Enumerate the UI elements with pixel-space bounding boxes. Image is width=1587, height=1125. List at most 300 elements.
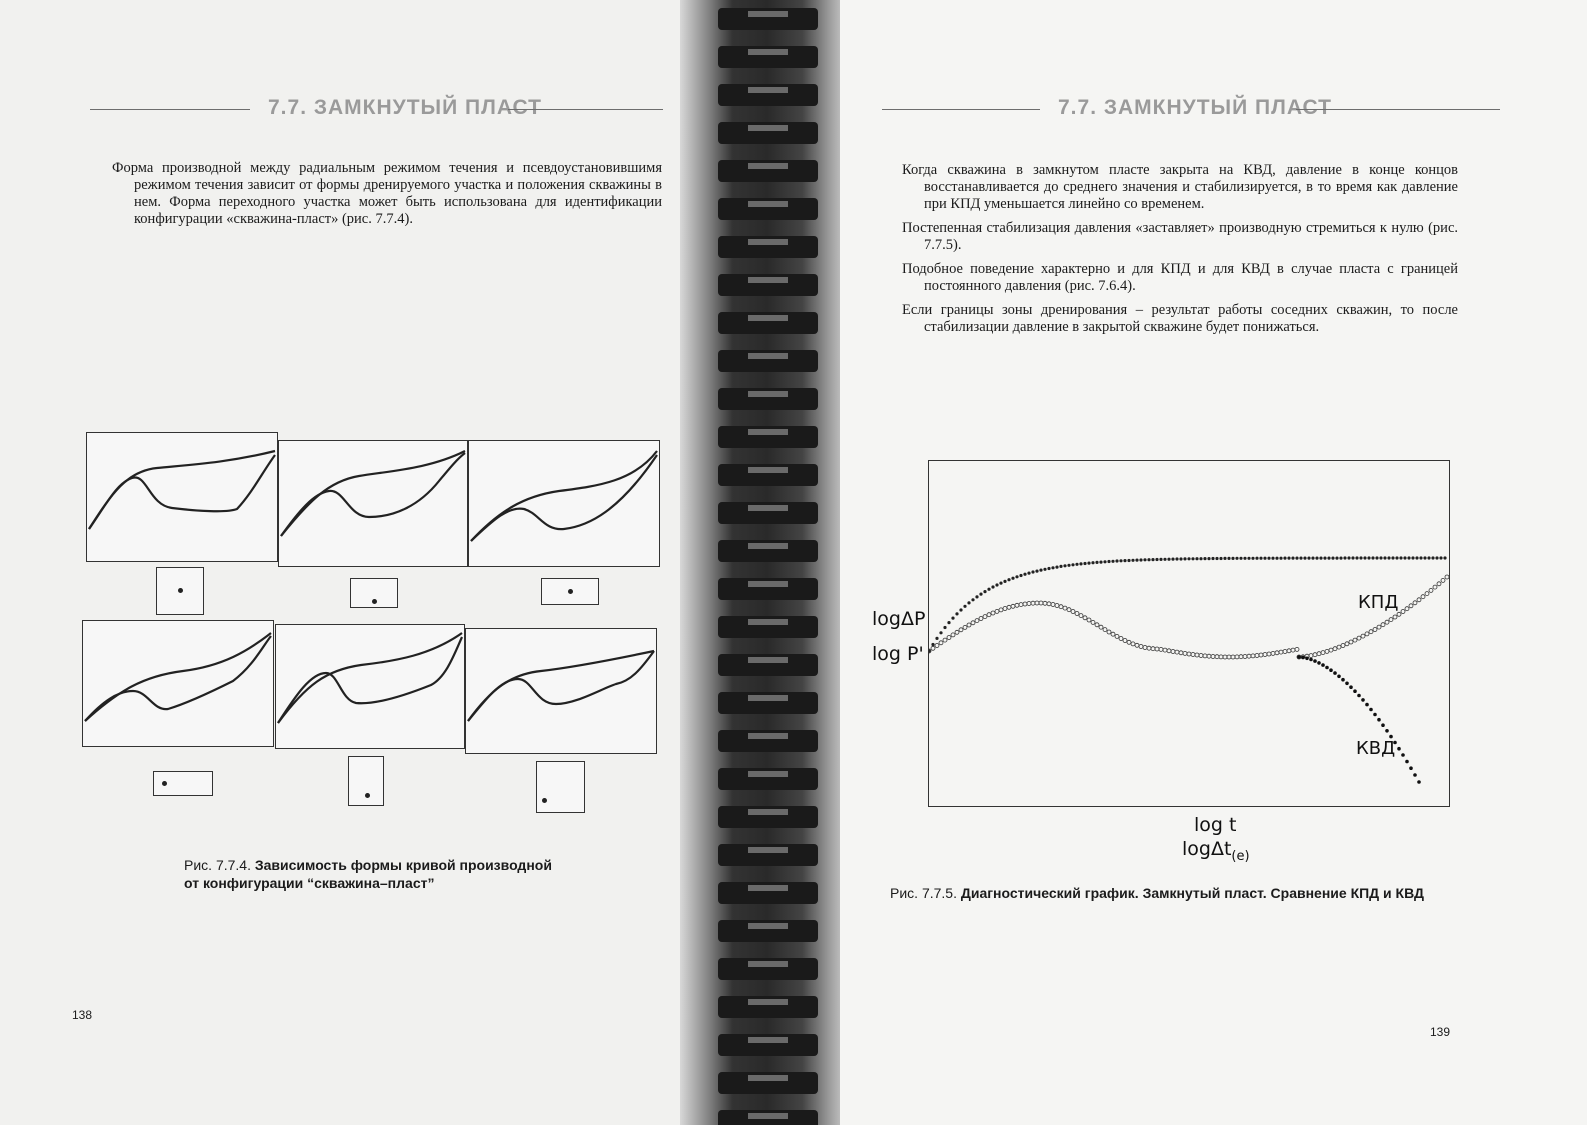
right-page-header [882,96,1502,126]
curve-point [1313,659,1317,663]
curve-point [1167,558,1170,561]
curve-point [1279,557,1282,560]
well-dot [568,589,573,594]
coil-highlight [748,809,788,815]
curve-point [1087,562,1090,565]
curve-point [1349,685,1353,689]
curve-point [987,613,991,617]
curve-point [1075,612,1079,616]
curve-point [1369,630,1373,634]
curve-point [1325,666,1329,670]
curve-point [1329,668,1333,672]
curve-point [1043,568,1046,571]
curve-point [1055,566,1058,569]
x-axis-label-main: logΔt [1182,838,1232,860]
curve-point [1135,559,1138,562]
drawdown-derivative-curve [1297,575,1449,659]
curve-point [1331,557,1334,560]
curve-point [1167,649,1171,653]
curve-point [1227,655,1231,659]
curve-point [1095,561,1098,564]
curve-point [1239,557,1242,560]
curve-point [1107,630,1111,634]
curve-point [931,646,935,650]
curve-point [1171,558,1174,561]
curve-point [1339,557,1342,560]
curve-point [1115,634,1119,638]
curve-point [1397,747,1401,751]
curve-point [1323,557,1326,560]
curve-point [1099,625,1103,629]
curve-point [1427,556,1430,559]
curve-point [1083,562,1086,565]
coil-highlight [748,315,788,321]
coil-highlight [748,543,788,549]
curve-point [1047,602,1051,606]
curve-point [951,617,954,620]
curve-point [1195,557,1198,560]
curve-point [939,631,942,634]
curve-point [1071,563,1074,566]
curve-point [1151,558,1154,561]
curve-point [1271,557,1274,560]
curve-point [1417,598,1421,602]
curve-point [1155,558,1158,561]
coil-highlight [748,391,788,397]
curve-point [1357,694,1361,698]
curve-point [1255,557,1258,560]
reservoir-diagram [348,756,384,806]
curve-point [1271,651,1275,655]
curve-point [1159,647,1163,651]
coil-highlight [748,277,788,283]
curve-point [1019,603,1023,607]
curve-label-drawdown: КПД [1358,592,1399,613]
curve-point [983,615,987,619]
curve-point [979,593,982,596]
curve-point [1079,614,1083,618]
coil-highlight [748,657,788,663]
curve-point [1413,773,1417,777]
curve-point [1147,558,1150,561]
coil-highlight [748,49,788,55]
curve-point [1377,718,1381,722]
curve-point [1071,610,1075,614]
figure-caption-7-7-4 [184,856,564,892]
curve-point [1143,646,1147,650]
curve-point [1031,570,1034,573]
curve-point [1441,578,1445,582]
curve-point [1259,653,1263,657]
coil-highlight [748,1037,788,1043]
curve-point [1351,556,1354,559]
section-title: 7.7. ЗАМКНУТЫЙ ПЛАСТ [268,96,542,119]
curve-point [1317,661,1321,665]
curve-point [1243,557,1246,560]
section-title: 7.7. ЗАМКНУТЫЙ ПЛАСТ [1058,96,1332,119]
coil-highlight [748,163,788,169]
curve-point [963,625,967,629]
coil-highlight [748,353,788,359]
curve-point [1393,615,1397,619]
curve-point [1385,620,1389,624]
curve-point [971,621,975,625]
caption-number: Рис. 7.7.5. [890,885,957,901]
curve-point [1263,653,1267,657]
curve-point [975,595,978,598]
curve-point [1355,556,1358,559]
derivative-thumbnail [86,432,278,562]
curve-point [1139,645,1143,649]
curve-point [967,623,971,627]
curve-point [1313,653,1317,657]
well-dot [178,588,183,593]
curve-point [955,612,958,615]
curve-point [1429,588,1433,592]
curve-point [1375,556,1378,559]
curve-point [1333,671,1337,675]
curve-point [1353,689,1357,693]
curve-point [1119,559,1122,562]
coil-highlight [748,11,788,17]
curve-point [1135,643,1139,647]
curve-point [1251,557,1254,560]
curve-point [1391,556,1394,559]
curve-point [1359,556,1362,559]
coil-highlight [748,695,788,701]
curve-point [1267,652,1271,656]
curve-point [1059,565,1062,568]
coil-highlight [748,733,788,739]
curve-point [1243,655,1247,659]
curve-point [1163,558,1166,561]
curve-point [1405,760,1409,764]
curve-point [1203,557,1206,560]
curve-point [1443,556,1446,559]
curve-point [1223,557,1226,560]
curve-point [1247,557,1250,560]
coil-highlight [748,87,788,93]
curve-point [1295,557,1298,560]
curve-point [939,641,943,645]
curve-point [1267,557,1270,560]
curve-point [1263,557,1266,560]
curve-point [1011,577,1014,580]
curve-point [1235,655,1239,659]
curve-point [1075,563,1078,566]
curve-point [1187,557,1190,560]
derivative-thumbnail [275,624,465,749]
curve-point [995,609,999,613]
curve-point [1259,557,1262,560]
curve-point [1179,557,1182,560]
curve-point [1067,608,1071,612]
right-paragraphs [902,162,1458,343]
curve-point [1203,654,1207,658]
well-dot [162,781,167,786]
curve-point [1095,623,1099,627]
curve-point [1035,570,1038,573]
curve-point [1445,575,1449,579]
curve-point [1353,638,1357,642]
header-rule [90,109,250,110]
reservoir-diagram [536,761,585,813]
derivative-thumbnail [82,620,274,747]
curve-point [1111,560,1114,563]
curve-point [1329,648,1333,652]
curve-point [1279,650,1283,654]
well-dot [372,599,377,604]
curve-point [1179,651,1183,655]
curve-point [1207,654,1211,658]
curve-point [1385,729,1389,733]
paragraph-text: Если границы зоны дренирования – результат работы соседних скважин, то после стабилизации давление в закрытой скважине будет понижаться. [902,302,1458,335]
curve-point [1377,625,1381,629]
coil-highlight [748,847,788,853]
curve-point [1223,655,1227,659]
curve-point [1015,603,1019,607]
curve-point [1407,556,1410,559]
curve-point [999,608,1003,612]
curve-point [1131,642,1135,646]
curve-point [967,601,970,604]
curve-point [1425,592,1429,596]
curve-point [1303,557,1306,560]
curve-point [1317,652,1321,656]
curve-point [1433,585,1437,589]
curve-point [1283,650,1287,654]
curve-point [1039,601,1043,605]
curve-point [1047,567,1050,570]
curve-point [963,605,966,608]
curve-point [1373,628,1377,632]
coil-highlight [748,885,788,891]
curve-point [999,582,1002,585]
curve-point [975,619,979,623]
curve-point [1063,606,1067,610]
curve-point [1083,616,1087,620]
curve-point [1297,655,1301,659]
curve-point [1349,640,1353,644]
curve-point [959,628,963,632]
curve-point [1421,595,1425,599]
curve-point [1405,607,1409,611]
curve-point [987,588,990,591]
coil-highlight [748,1113,788,1119]
curve-point [1255,654,1259,658]
curve-point [1043,601,1047,605]
curve-point [1435,556,1438,559]
curve-point [955,630,959,634]
curve-point [1439,556,1442,559]
curve-point [1007,605,1011,609]
curve-point [971,598,974,601]
curve-point [983,590,986,593]
curve-point [1401,610,1405,614]
page-number: 139 [1430,1025,1451,1039]
curve-point [1219,557,1222,560]
curve-point [1275,651,1279,655]
curve-point [1123,639,1127,643]
curve-point [1079,562,1082,565]
curve-point [1059,605,1063,609]
curve-point [1295,647,1299,651]
curve-point [1309,658,1313,662]
curve-point [1379,556,1382,559]
curve-point [991,611,995,615]
coil-highlight [748,201,788,207]
curve-point [1305,657,1309,661]
curve-point [1283,557,1286,560]
coil-highlight [748,923,788,929]
curve-point [1381,623,1385,627]
coil-highlight [748,961,788,967]
curve-point [1051,603,1055,607]
coil-highlight [748,505,788,511]
curve-point [1403,556,1406,559]
curve-point [1171,650,1175,654]
paragraph-text: Постепенная стабилизация давления «заставляет» производную стремиться к нулю (рис. 7.7.5). [902,220,1458,253]
curve-label-buildup: КВД [1356,738,1396,759]
curve-point [1231,557,1234,560]
curve-point [1143,558,1146,561]
curve-point [1321,651,1325,655]
curve-point [1321,663,1325,667]
caption-text: Диагностический график. Замкнутый пласт. Сравнение КПД и КВД [960,885,1424,901]
paragraph-text: Подобное поведение характерно и для КПД и для КВД в случае пласта с границей постоянного давления (рис. 7.6.4). [902,261,1458,294]
curve-point [1335,557,1338,560]
curve-point [1007,578,1010,581]
derivative-thumbnail [468,440,660,567]
curve-point [1211,557,1214,560]
reservoir-diagram [153,771,213,796]
curve-point [931,643,934,646]
curve-point [1361,698,1365,702]
curve-point [1399,556,1402,559]
coil-highlight [748,999,788,1005]
curve-point [1199,654,1203,658]
y-axis-label-derivative: log P' [872,643,924,665]
curve-point [1127,559,1130,562]
caption-text: Зависимость формы кривой производной от конфигурации “скважина–пласт” [184,857,552,891]
curve-point [1341,678,1345,682]
header-rule [882,109,1040,110]
curve-point [1103,628,1107,632]
page-number: 138 [72,1008,93,1022]
curve-point [1131,559,1134,562]
curve-point [1419,556,1422,559]
curve-point [1155,647,1159,651]
paragraph-text: Форма производной между радиальным режимом течения и псевдоустановившимя режимом течения зависит от формы дренируемого участка и положения скважины в нем. Форма переходного участка может быть использована для идентификации конфигурации «скважина-пласт» (рис. 7.7.4). [112,160,662,227]
y-axis-label-pressure: logΔP [872,608,926,630]
curve-point [1183,651,1187,655]
well-dot [365,793,370,798]
curve-point [959,608,962,611]
curve-point [1235,557,1238,560]
curve-point [1191,653,1195,657]
curve-point [1343,556,1346,559]
curve-point [1365,703,1369,707]
curve-point [1387,556,1390,559]
x-axis-label-subscript: (e) [1231,848,1250,864]
x-axis-label-equivalent-time [1182,838,1250,864]
curve-point [1055,604,1059,608]
curve-point [1327,557,1330,560]
curve-point [1107,560,1110,563]
curve-point [1147,646,1151,650]
curve-point [1381,723,1385,727]
curve-point [1315,557,1318,560]
left-page [0,0,690,1125]
curve-point [1423,556,1426,559]
curve-point [1395,556,1398,559]
curve-point [1365,632,1369,636]
curve-point [1011,604,1015,608]
x-axis-label-time: log t [1194,814,1237,836]
paragraph-text: Когда скважина в замкнутом пласте закрыта на КВД, давление в конце концов восстанавливается до среднего значения и стабилизируется, в то время как давление при КПД уменьшается линейно со временем. [902,162,1458,212]
curve-point [1187,652,1191,656]
curve-point [1309,654,1313,658]
coil-highlight [748,429,788,435]
curve-point [1115,559,1118,562]
curve-point [1159,558,1162,561]
curve-point [1363,556,1366,559]
curve-point [1437,582,1441,586]
curve-point [1175,650,1179,654]
curve-point [1371,556,1374,559]
caption-number: Рис. 7.7.4. [184,857,251,873]
header-rule [508,109,663,110]
curve-point [1333,647,1337,651]
coil-highlight [748,581,788,587]
curve-point [1027,572,1030,575]
curve-point [943,626,946,629]
curve-point [1431,556,1434,559]
figure-caption-7-7-5 [890,884,1490,902]
curve-point [1345,682,1349,686]
header-rule [1296,109,1500,110]
curve-point [1063,564,1066,567]
curve-point [1151,647,1155,651]
curve-point [1311,557,1314,560]
derivative-thumbnail [278,440,468,567]
curve-point [1039,569,1042,572]
left-paragraph [112,160,662,235]
curve-point [947,636,951,640]
curve-point [1051,566,1054,569]
curve-point [1383,556,1386,559]
curve-point [1231,655,1235,659]
curve-point [1287,557,1290,560]
curve-point [995,583,998,586]
left-page-header [90,96,665,126]
well-dot [542,798,547,803]
curve-point [1287,649,1291,653]
curve-point [1199,557,1202,560]
curve-point [1019,574,1022,577]
curve-point [991,585,994,588]
curve-point [1301,656,1305,660]
curve-point [1361,634,1365,638]
curve-point [947,621,950,624]
curve-point [1417,780,1421,784]
curve-point [1031,601,1035,605]
curve-point [935,644,939,648]
curve-point [979,617,983,621]
curve-point [1119,637,1123,641]
curve-point [1191,557,1194,560]
curve-point [1291,557,1294,560]
